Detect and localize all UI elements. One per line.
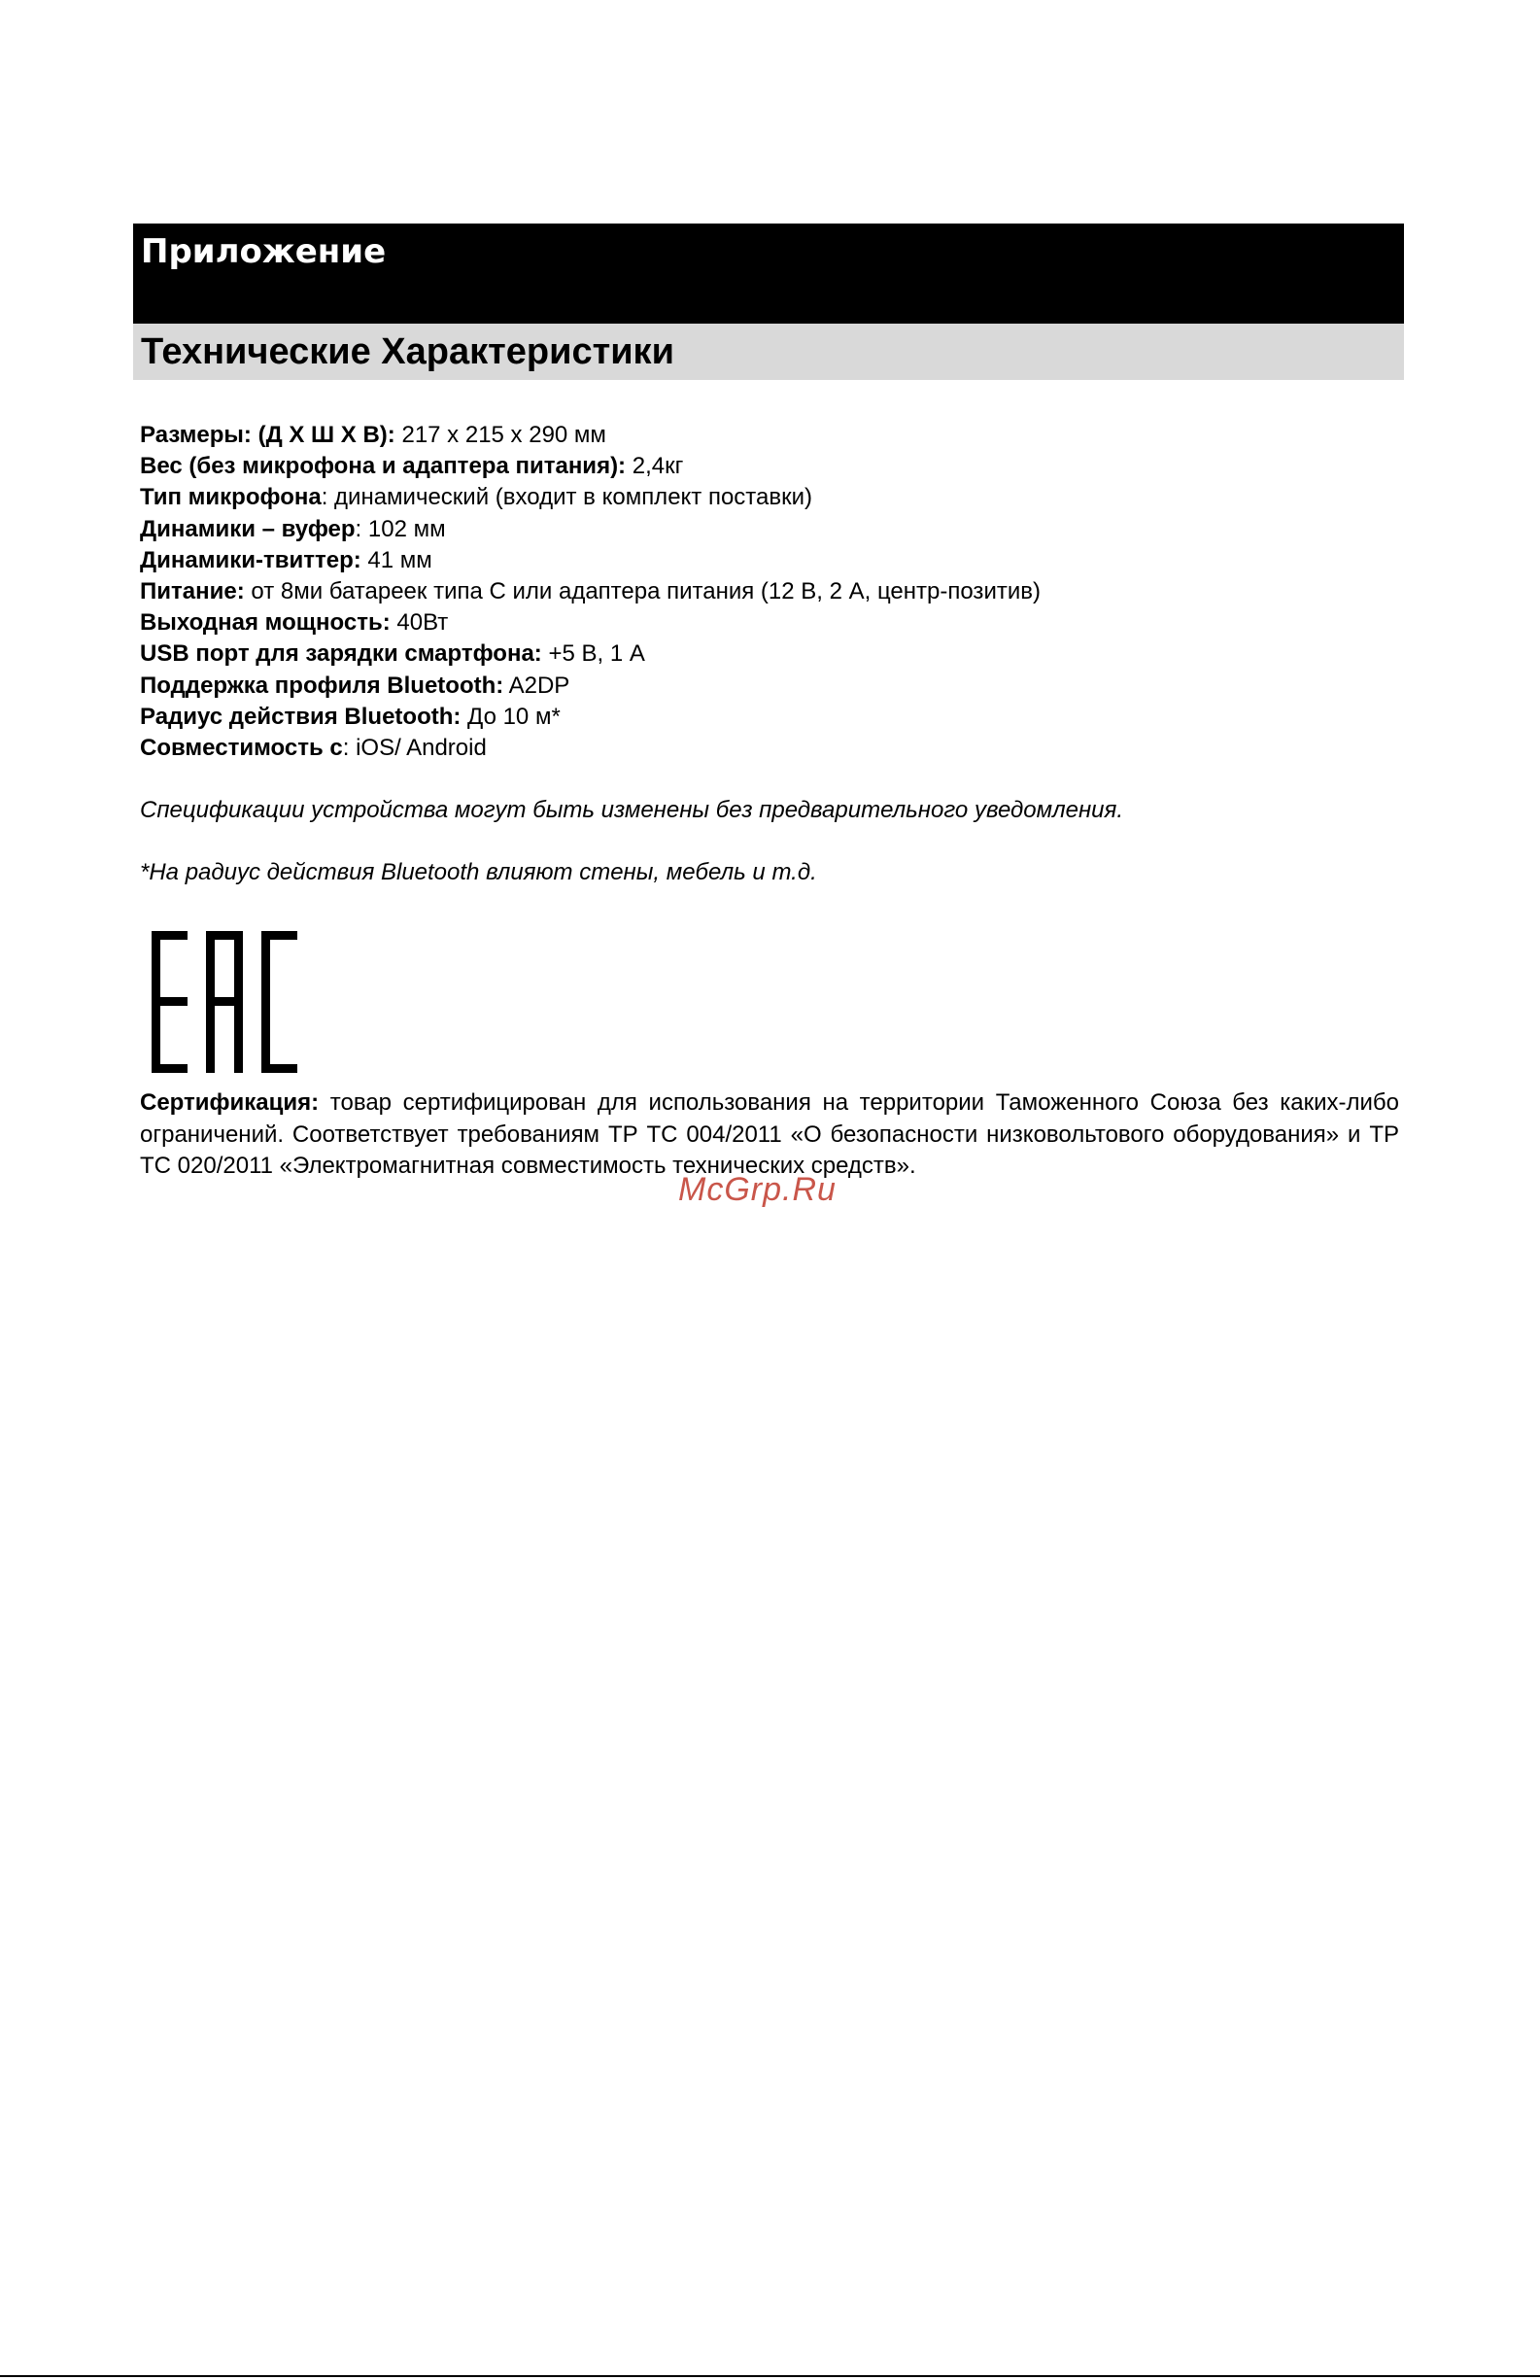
spec-label: Динамики-твиттер: [140,546,361,573]
spec-value: : iOS/ Android [342,735,487,762]
spec-row-woofer [140,514,1403,545]
spec-row-power [140,576,1403,607]
spec-value: 40Вт [390,609,449,637]
certification-text [140,1087,1399,1183]
watermark: McGrp.Ru [678,1171,837,1208]
spec-row-usb-port [140,638,1403,670]
spec-value: 217 х 215 х 290 мм [394,422,606,448]
spec-label: Поддержка профиля Bluetooth: [140,672,504,699]
spec-row-output-power [140,607,1403,638]
spec-row-dimensions [140,420,1403,451]
spec-label: Размеры: (Д Х Ш Х В): [140,422,395,448]
eac-mark-icon [152,931,297,1073]
spec-value: от 8ми батареек типа С или адаптера питания (12 В, 2 А, центр-позитив) [244,578,1041,605]
spec-value: 41 мм [360,546,432,573]
spec-label: Совместимость с [140,735,343,762]
specs-title: Технические Характеристики [141,331,674,372]
certification-body: товар сертифицирован для использования на территории Таможенного Союза без каких-либо ограничений. Соответствует требованиям ТР ТС 004/2011 «О безопасности низковольтового оборудования» и ТР ТС 020/2011 «Электромагнитная совместимость технических средств». [140,1089,1399,1179]
appendix-header-bar [133,224,1404,324]
spec-label: Тип микрофона [140,484,322,511]
spec-row-bluetooth-range [140,702,1403,733]
spec-row-compatibility [140,733,1403,764]
spec-label: Выходная мощность: [140,609,391,637]
spec-value: A2DP [503,672,570,699]
range-notice: *На радиус действия Bluetooth влияют стены, мебель и т.д. [140,859,817,885]
spec-label: Радиус действия Bluetooth: [140,703,462,730]
spec-row-weight [140,451,1403,482]
spec-label: Динамики – вуфер [140,515,356,542]
spec-row-bluetooth-profile [140,671,1403,702]
spec-label: USB порт для зарядки смартфона: [140,640,542,668]
spec-value: До 10 м* [461,703,561,730]
footer-rule [0,2375,1540,2377]
appendix-title: Приложение [141,232,387,271]
spec-value: : 102 мм [355,515,446,542]
spec-label: Питание: [140,578,245,605]
spec-value: +5 В, 1 А [541,640,645,668]
change-notice: Спецификации устройства могут быть изменены без предварительного уведомления. [140,797,1124,823]
spec-label: Вес (без микрофона и адаптера питания): [140,453,627,480]
certification-label: Сертификация: [140,1089,320,1116]
spec-list [140,420,1403,764]
spec-row-microphone [140,482,1403,513]
spec-row-tweeter [140,545,1403,576]
specs-header-bar [133,324,1404,380]
spec-value: : динамический (входит в комплект поставки) [321,484,813,511]
spec-value: 2,4кг [626,453,684,480]
